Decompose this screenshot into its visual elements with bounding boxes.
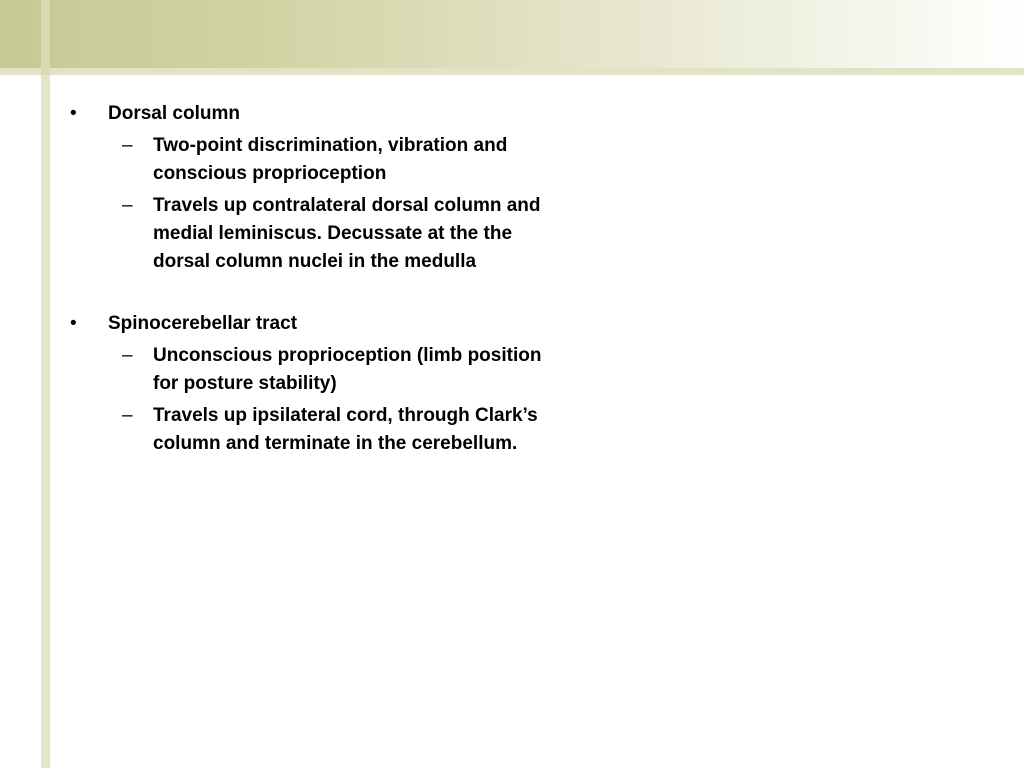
bullet-block-spinocerebellar-tract	[70, 310, 560, 458]
header-band	[0, 0, 1024, 68]
dash-marker: –	[122, 195, 133, 216]
bullet-marker: •	[70, 103, 77, 124]
bullet-text: Dorsal column	[108, 103, 240, 124]
bullet-marker: •	[70, 313, 77, 334]
bullet-item	[70, 310, 560, 338]
bullet-text: Spinocerebellar tract	[108, 313, 298, 334]
dash-marker: –	[122, 345, 133, 366]
sub-bullet-text: Travels up contralateral dorsal column and medial leminiscus. Decussate at the the dorsal column nuclei in the medulla	[153, 195, 541, 272]
sub-bullet-item	[70, 402, 560, 458]
bullet-item	[70, 100, 560, 128]
sub-bullet-text: Two-point discrimination, vibration and conscious proprioception	[153, 135, 508, 184]
sub-bullet-item	[70, 342, 560, 398]
dash-marker: –	[122, 135, 133, 156]
header-rule	[0, 68, 1024, 75]
dash-marker: –	[122, 405, 133, 426]
sub-bullet-text: Unconscious proprioception (limb position for posture stability)	[153, 345, 542, 394]
sub-bullet-item	[70, 192, 560, 276]
slide-body	[70, 100, 560, 492]
sub-bullet-text: Travels up ipsilateral cord, through Clark’s column and terminate in the cerebellum.	[153, 405, 538, 454]
bullet-block-dorsal-column	[70, 100, 560, 276]
sub-bullet-item	[70, 132, 560, 188]
left-accent-stripe	[41, 0, 50, 768]
left-accent-stripe-top	[41, 0, 50, 75]
